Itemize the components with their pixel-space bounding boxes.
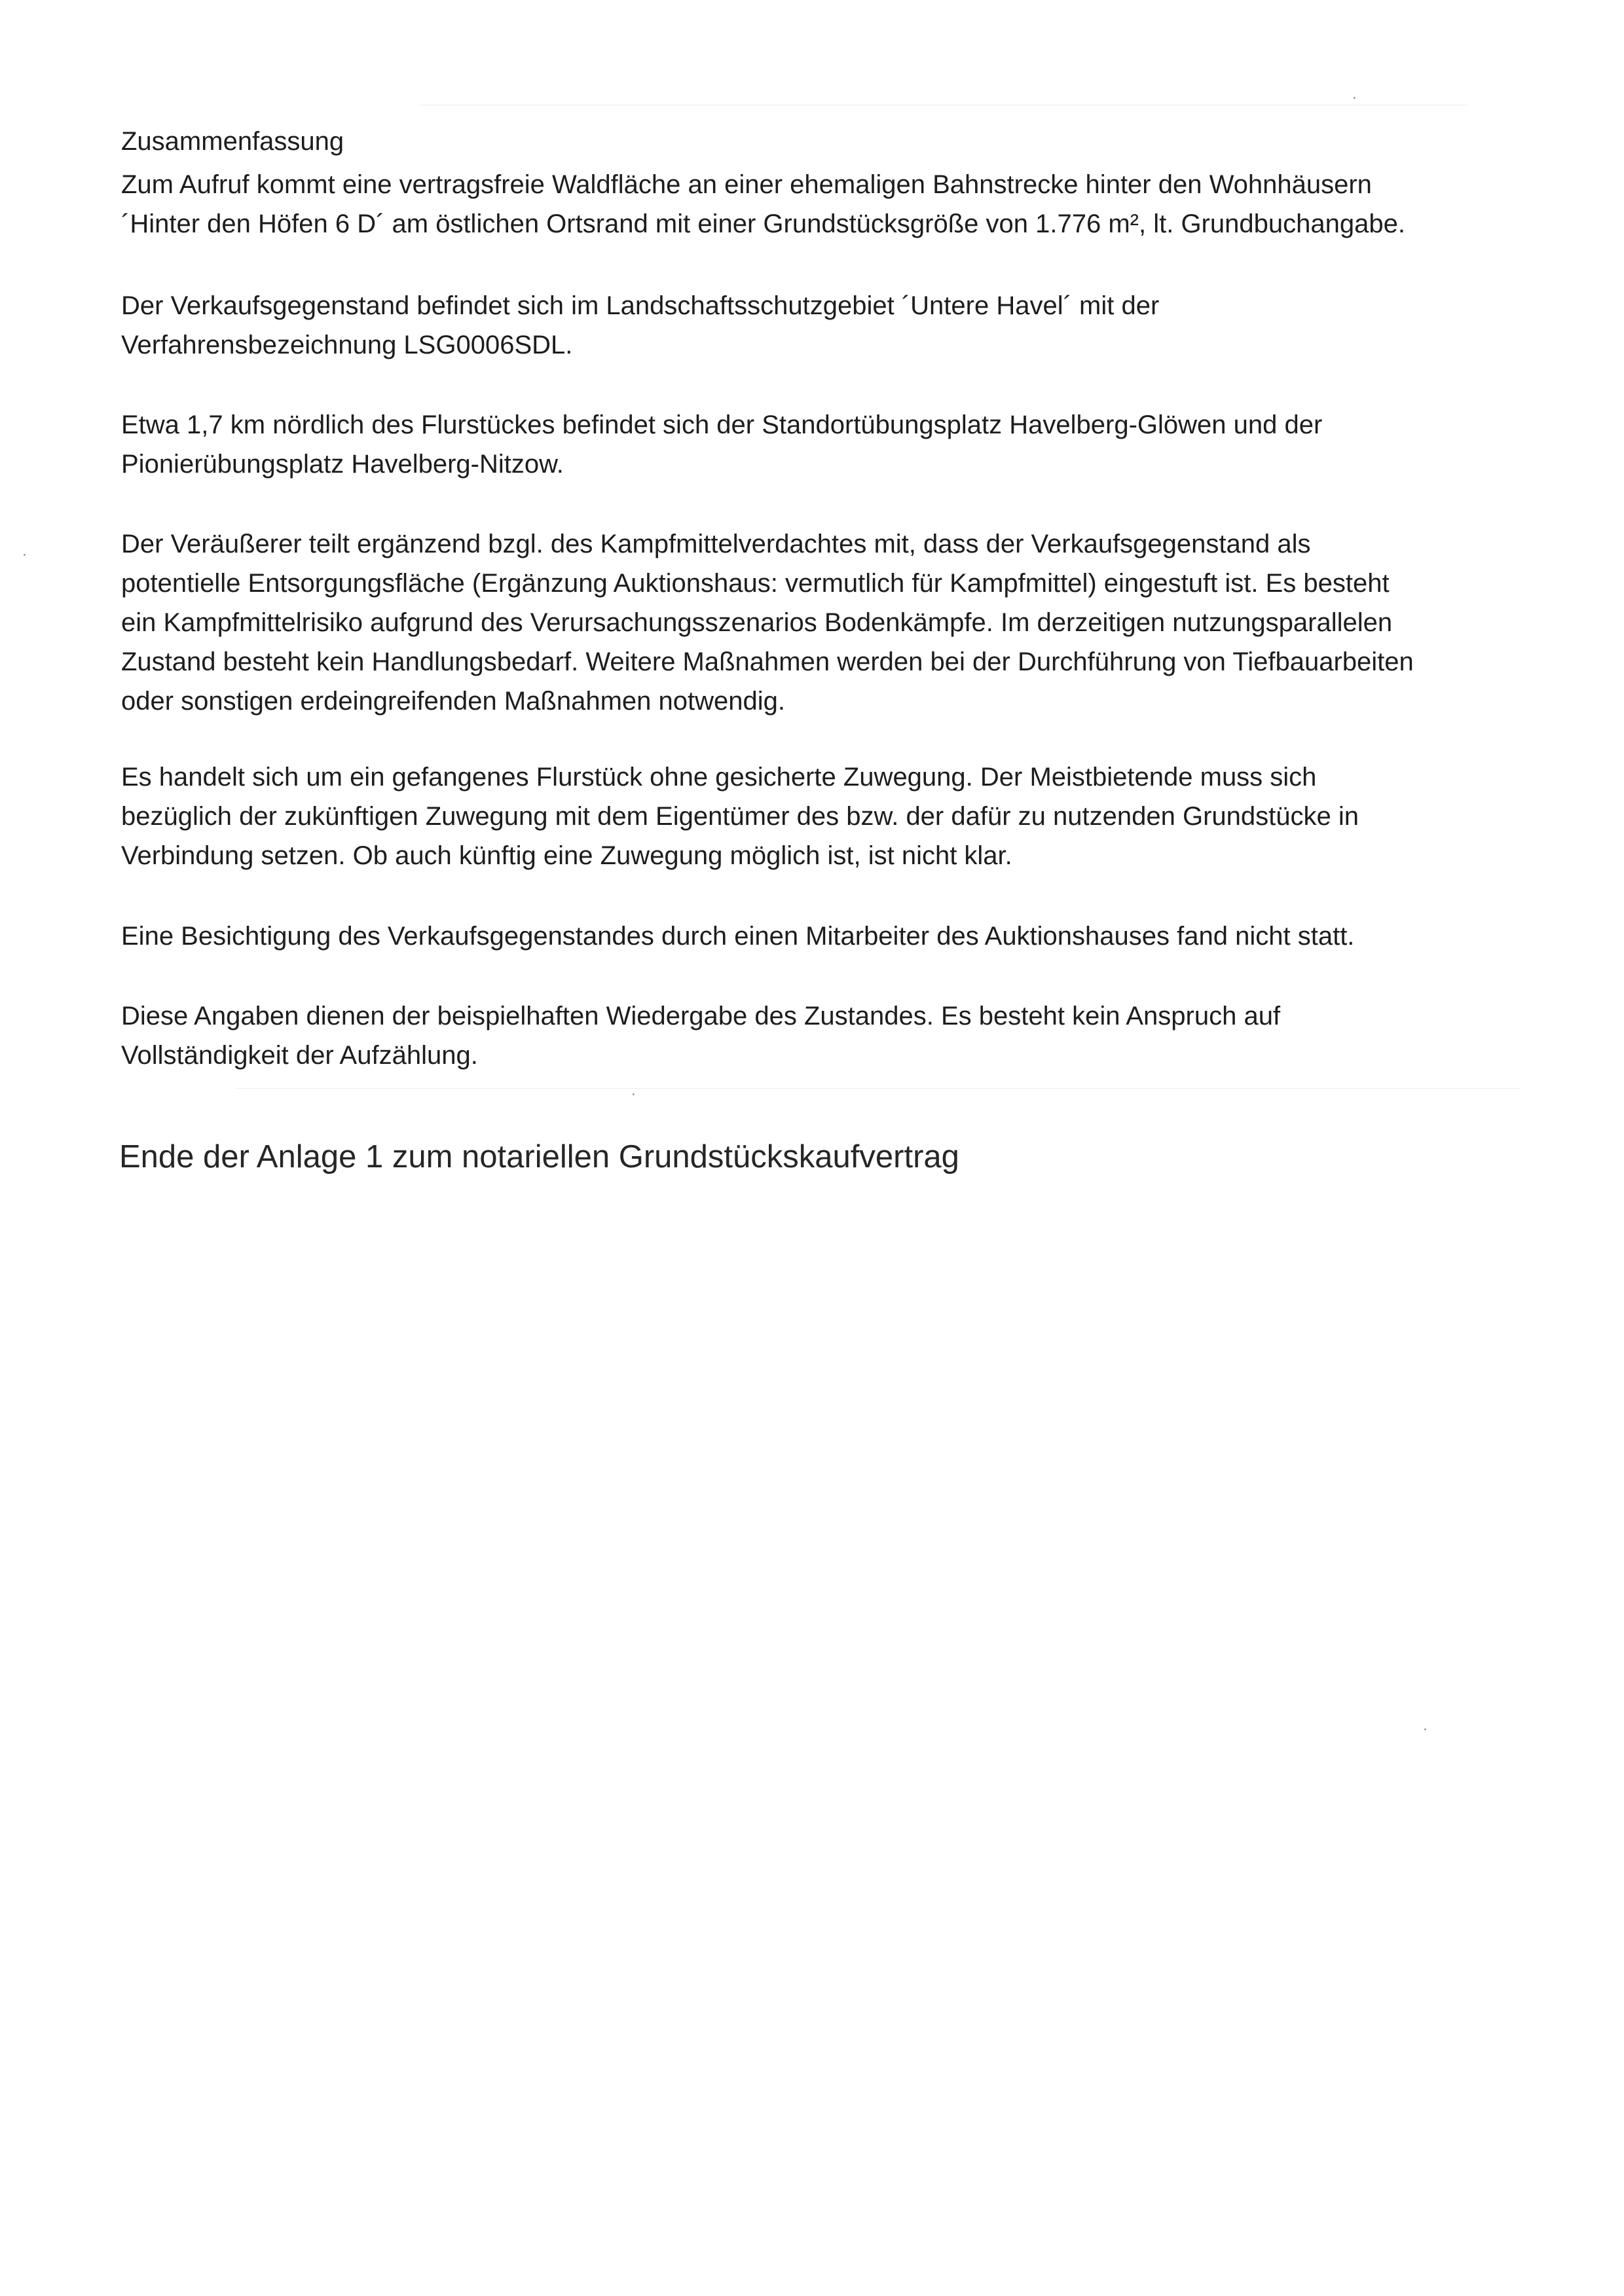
text-line: Vollständigkeit der Aufzählung. (121, 1041, 478, 1070)
text-line: bezüglich der zukünftigen Zuwegung mit dem Eigentümer des bzw. der dafür zu nutzenden Grundstücke in (121, 802, 1359, 831)
scan-line-bottom (236, 1088, 1519, 1089)
section-heading: Zusammenfassung (121, 127, 344, 156)
paragraph-3 (121, 405, 1536, 484)
scan-speck (24, 554, 26, 556)
paragraph-1 (121, 165, 1536, 244)
scan-speck (1424, 1728, 1426, 1730)
text-line: Verfahrensbezeichnung LSG0006SDL. (121, 331, 573, 359)
text-line: potentielle Entsorgungsfläche (Ergänzung Auktionshaus: vermutlich für Kampfmittel) eingestuft ist. Es besteht (121, 569, 1390, 598)
text-line: Eine Besichtigung des Verkaufsgegenstandes durch einen Mitarbeiter des Auktionshauses fand nicht statt. (121, 922, 1355, 951)
text-line: Etwa 1,7 km nördlich des Flurstückes befindet sich der Standortübungsplatz Havelberg-Glöwen und der (121, 410, 1323, 439)
text-line: Es handelt sich um ein gefangenes Flurstück ohne gesicherte Zuwegung. Der Meistbietende muss sich (121, 763, 1317, 792)
text-line: oder sonstigen erdeingreifenden Maßnahmen notwendig. (121, 687, 786, 716)
text-line: Diese Angaben dienen der beispielhaften Wiedergabe des Zustandes. Es besteht kein Anspruch auf (121, 1002, 1281, 1030)
text-line: Zum Aufruf kommt eine vertragsfreie Waldfläche an einer ehemaligen Bahnstrecke hinter den Wohnhäusern (121, 170, 1372, 199)
text-line: Zustand besteht kein Handlungsbedarf. Weitere Maßnahmen werden bei der Durchführung von Tiefbauarbeiten (121, 647, 1414, 676)
text-line: Pionierübungsplatz Havelberg-Nitzow. (121, 450, 564, 479)
paragraph-2 (121, 286, 1536, 365)
scan-speck (1354, 97, 1356, 99)
text-line: Verbindung setzen. Ob auch künftig eine Zuwegung möglich ist, ist nicht klar. (121, 841, 1012, 870)
paragraph-5 (121, 757, 1536, 875)
text-line: Der Veräußerer teilt ergänzend bzgl. des Kampfmittelverdachtes mit, dass der Verkaufsgegenstand als (121, 530, 1311, 558)
scan-speck (633, 1093, 635, 1095)
end-of-annex-note: Ende der Anlage 1 zum notariellen Grundstückskaufvertrag (119, 1139, 959, 1175)
paragraph-7 (121, 996, 1536, 1075)
text-line: ein Kampfmittelrisiko aufgrund des Verursachungsszenarios Bodenkämpfe. Im derzeitigen nutzungsparallelen (121, 608, 1393, 637)
paragraph-4 (121, 524, 1536, 721)
text-line: Der Verkaufsgegenstand befindet sich im Landschaftsschutzgebiet ´Untere Havel´ mit der (121, 291, 1160, 320)
text-line: ´Hinter den Höfen 6 D´ am östlichen Ortsrand mit einer Grundstücksgröße von 1.776 m², lt. Grundbuchangabe. (121, 210, 1405, 238)
paragraph-6 (121, 917, 1536, 956)
